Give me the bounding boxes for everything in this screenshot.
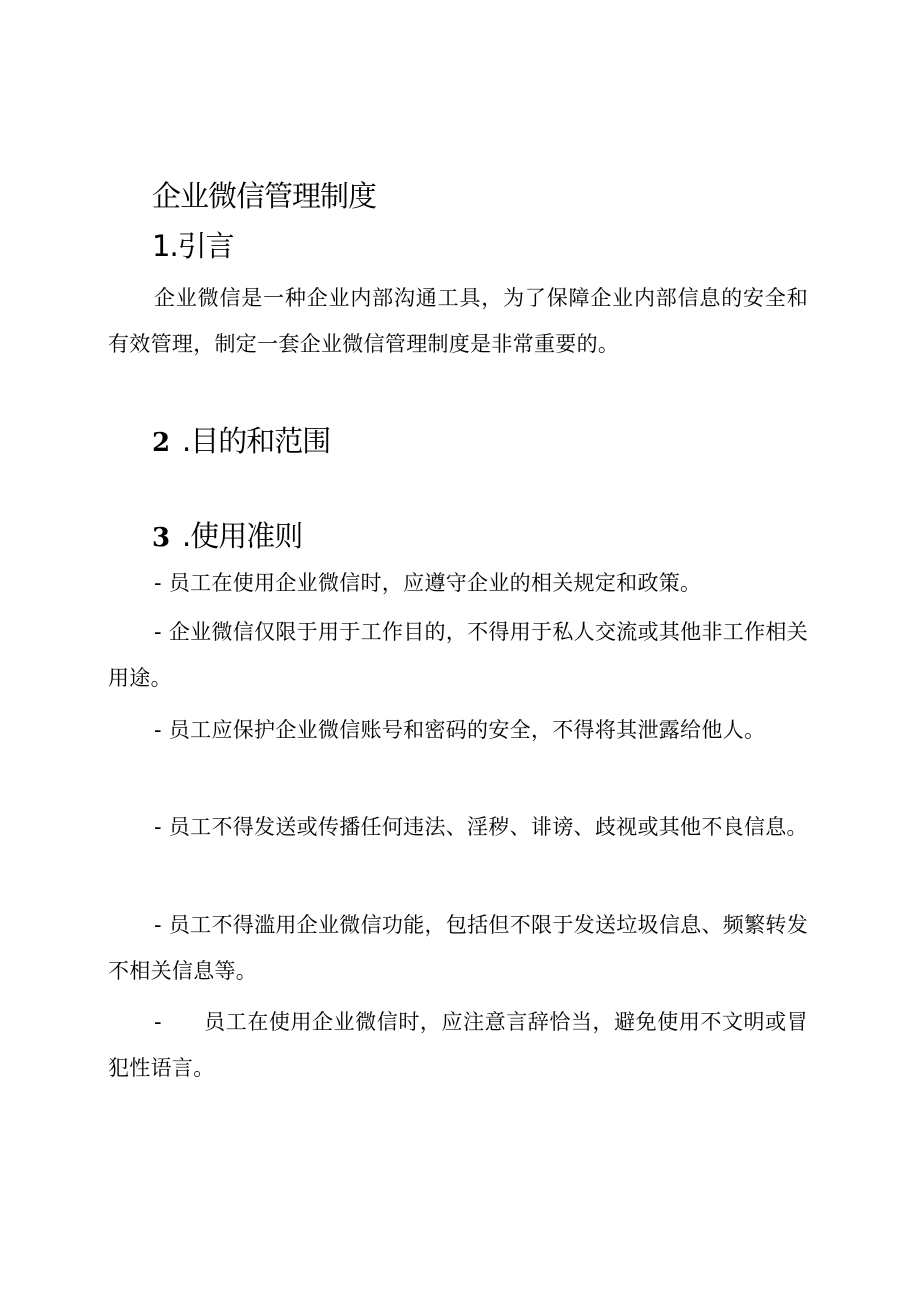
- section-number: 2: [152, 428, 170, 458]
- rule-item: - 企业微信仅限于用于工作目的，不得用于私人交流或其他非工作相关用途。: [108, 620, 808, 690]
- section-number: 1.: [152, 229, 178, 263]
- section-title: .目的和范围: [182, 424, 331, 458]
- section-title: .使用准则: [182, 519, 303, 553]
- rule-item: - 员工在使用企业微信时，应遵守企业的相关规定和政策。: [154, 571, 702, 595]
- rule-item: - 员工不得滥用企业微信功能，包括但不限于发送垃圾信息、频繁转发不相关信息等。: [108, 913, 808, 983]
- section-heading-purpose-scope: [152, 421, 330, 463]
- rule-text: 员工在使用企业微信时，应注意言辞恰当，避免使用不文明或冒犯性语言。: [108, 1010, 808, 1080]
- rule-item: - 员工不得发送或传播任何违法、淫秽、诽谤、歧视或其他不良信息。: [154, 815, 808, 839]
- rule-item: - 员工应保护企业微信账号和密码的安全，不得将其泄露给他人。: [154, 718, 766, 742]
- document-title: 企业微信管理制度: [152, 179, 377, 213]
- intro-paragraph: 企业微信是一种企业内部沟通工具，为了保障企业内部信息的安全和有效管理，制定一套企业微信管理制度是非常重要的。: [108, 286, 808, 356]
- rule-item: [108, 999, 808, 1091]
- section-heading-usage-rules: [152, 516, 302, 558]
- section-number: 3: [152, 523, 170, 553]
- section-title: 引言: [177, 229, 234, 263]
- section-heading-introduction: [152, 226, 234, 266]
- rule-dash: -: [154, 1010, 162, 1034]
